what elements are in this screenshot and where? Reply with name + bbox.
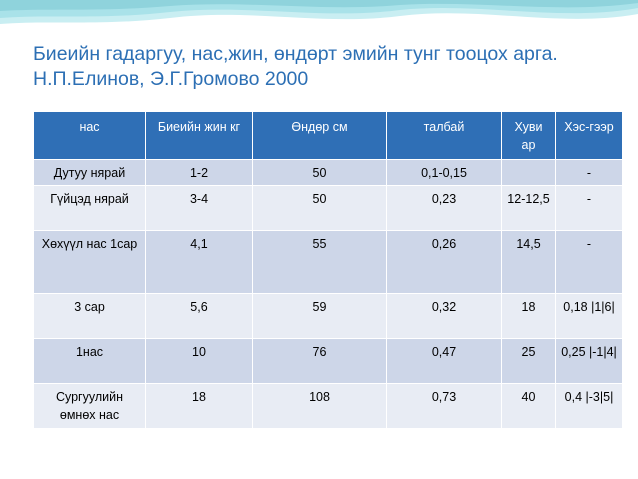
- header-percent: Хуви ар: [502, 112, 556, 160]
- cell-portion: -: [556, 231, 623, 294]
- cell-height: 50: [253, 160, 387, 186]
- table-row: [34, 384, 623, 429]
- slide-title: Биеийн гадаргуу, нас,жин, өндөрт эмийн тунг тооцох арга. Н.П.Елинов, Э.Г.Громово 2000: [33, 43, 558, 90]
- table-row: [34, 339, 623, 384]
- table-header-row: [34, 112, 623, 160]
- cell-area: 0,23: [387, 186, 502, 231]
- cell-weight: 3-4: [146, 186, 253, 231]
- cell-percent: 18: [502, 294, 556, 339]
- cell-weight: 1-2: [146, 160, 253, 186]
- cell-height: 55: [253, 231, 387, 294]
- cell-age: 1нас: [34, 339, 146, 384]
- cell-area: 0,47: [387, 339, 502, 384]
- decorative-wave: [0, 0, 638, 40]
- cell-weight: 4,1: [146, 231, 253, 294]
- cell-area: 0,32: [387, 294, 502, 339]
- cell-portion: 0,18 |1|6|: [556, 294, 623, 339]
- header-area: талбай: [387, 112, 502, 160]
- cell-weight: 18: [146, 384, 253, 429]
- header-portion: Хэс-гээр: [556, 112, 623, 160]
- cell-portion: -: [556, 186, 623, 231]
- cell-area: 0,73: [387, 384, 502, 429]
- cell-age: Дутуу нярай: [34, 160, 146, 186]
- cell-portion: -: [556, 160, 623, 186]
- cell-age: Хөхүүл нас 1сар: [34, 231, 146, 294]
- cell-area: 0,26: [387, 231, 502, 294]
- table-row: [34, 160, 623, 186]
- header-age: нас: [34, 112, 146, 160]
- cell-height: 50: [253, 186, 387, 231]
- cell-area: 0,1-0,15: [387, 160, 502, 186]
- cell-age: 3 сар: [34, 294, 146, 339]
- cell-percent: [502, 160, 556, 186]
- dosage-table: [33, 111, 623, 429]
- cell-height: 59: [253, 294, 387, 339]
- cell-percent: 14,5: [502, 231, 556, 294]
- table-row: [34, 186, 623, 231]
- table-row: [34, 294, 623, 339]
- cell-height: 76: [253, 339, 387, 384]
- table-row: [34, 231, 623, 294]
- cell-portion: 0,25 |-1|4|: [556, 339, 623, 384]
- cell-height: 108: [253, 384, 387, 429]
- cell-percent: 25: [502, 339, 556, 384]
- header-height: Өндөр см: [253, 112, 387, 160]
- cell-age: Сургуулийн өмнөх нас: [34, 384, 146, 429]
- cell-age: Гүйцэд нярай: [34, 186, 146, 231]
- cell-weight: 5,6: [146, 294, 253, 339]
- cell-weight: 10: [146, 339, 253, 384]
- cell-portion: 0,4 |-3|5|: [556, 384, 623, 429]
- cell-percent: 12-12,5: [502, 186, 556, 231]
- header-weight: Биеийн жин кг: [146, 112, 253, 160]
- cell-percent: 40: [502, 384, 556, 429]
